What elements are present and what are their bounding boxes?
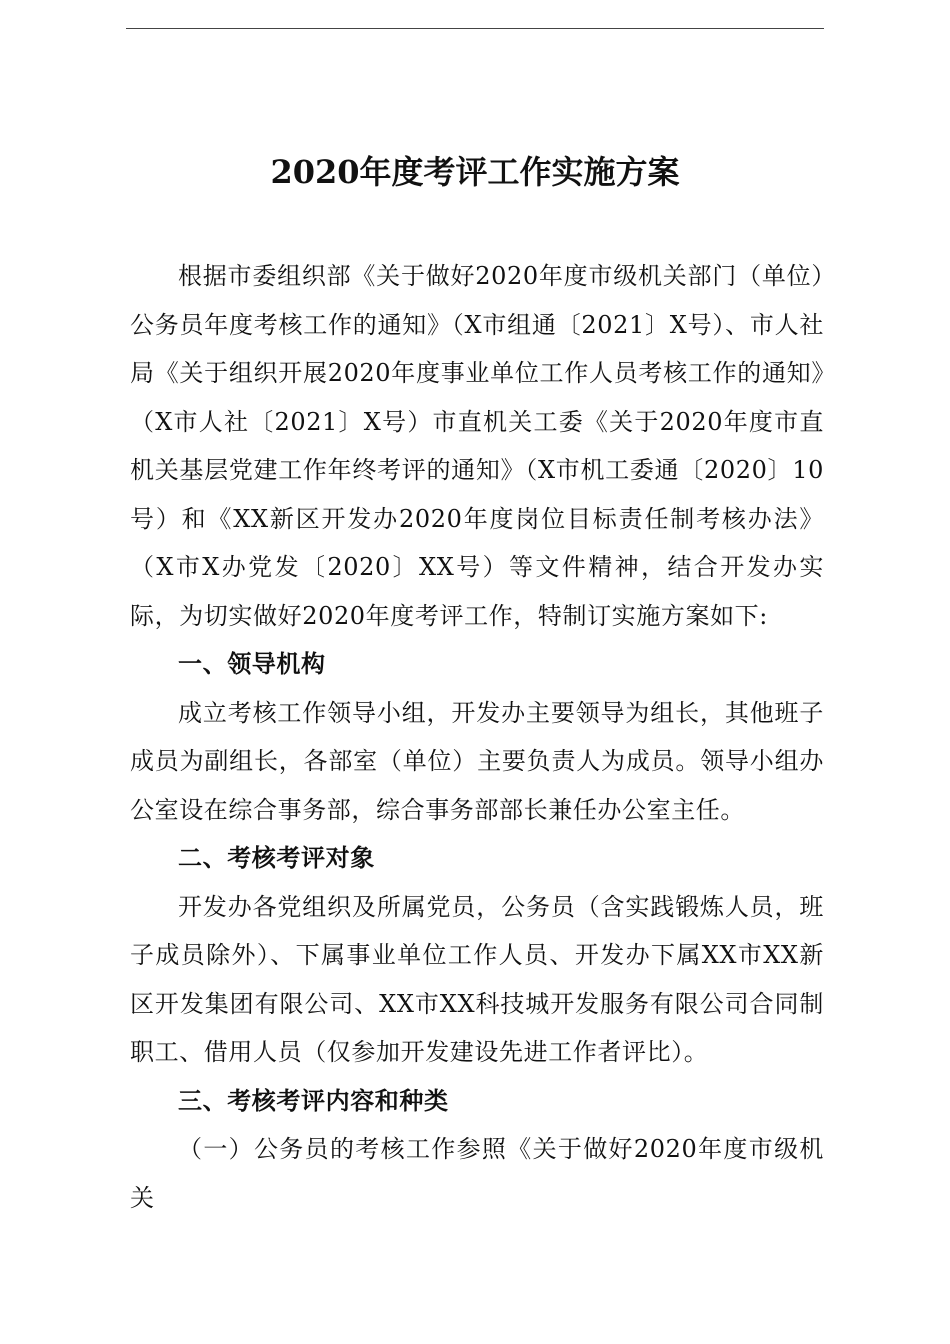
document-body xyxy=(130,252,824,1222)
header-rule xyxy=(126,28,824,29)
intro-paragraph: 根据市委组织部《关于做好2020年度市级机关部门（单位）公务员年度考核工作的通知》（X市组通〔2021〕X号）、市人社局《关于组织开展2020年度事业单位工作人员考核工作的通知》（X市人社〔2021〕X号）市直机关工委《关于2020年度市直机关基层党建工作年终考评的通知》（X市机工委通〔2020〕10号）和《XX新区开发办2020年度岗位目标责任制考核办法》（X市X办党发〔2020〕XX号）等文件精神，结合开发办实际，为切实做好2020年度考评工作，特制订实施方案如下: xyxy=(130,262,824,630)
section-heading-content: 三、考核考评内容和种类 xyxy=(178,1086,449,1115)
document-title: 2020年度考评工作实施方案 xyxy=(270,153,680,191)
section-text-content: （一）公务员的考核工作参照《关于做好2020年度市级机关 xyxy=(130,1135,824,1212)
section-text-leadership: 成立考核工作领导小组，开发办主要领导为组长，其他班子成员为副组长，各部室（单位）主要负责人为成员。领导小组办公室设在综合事务部，综合事务部部长兼任办公室主任。 xyxy=(130,698,824,824)
section-heading-leadership: 一、领导机构 xyxy=(178,650,326,678)
section-heading-targets: 二、考核考评对象 xyxy=(178,844,375,872)
section-text-targets: 开发办各党组织及所属党员，公务员（含实践锻炼人员，班子成员除外）、下属事业单位工作人员、开发办下属XX市XX新区开发集团有限公司、XX市XX科技城开发服务有限公司合同制职工、借用人员（仅参加开发建设先进工作者评比）。 xyxy=(130,892,824,1066)
